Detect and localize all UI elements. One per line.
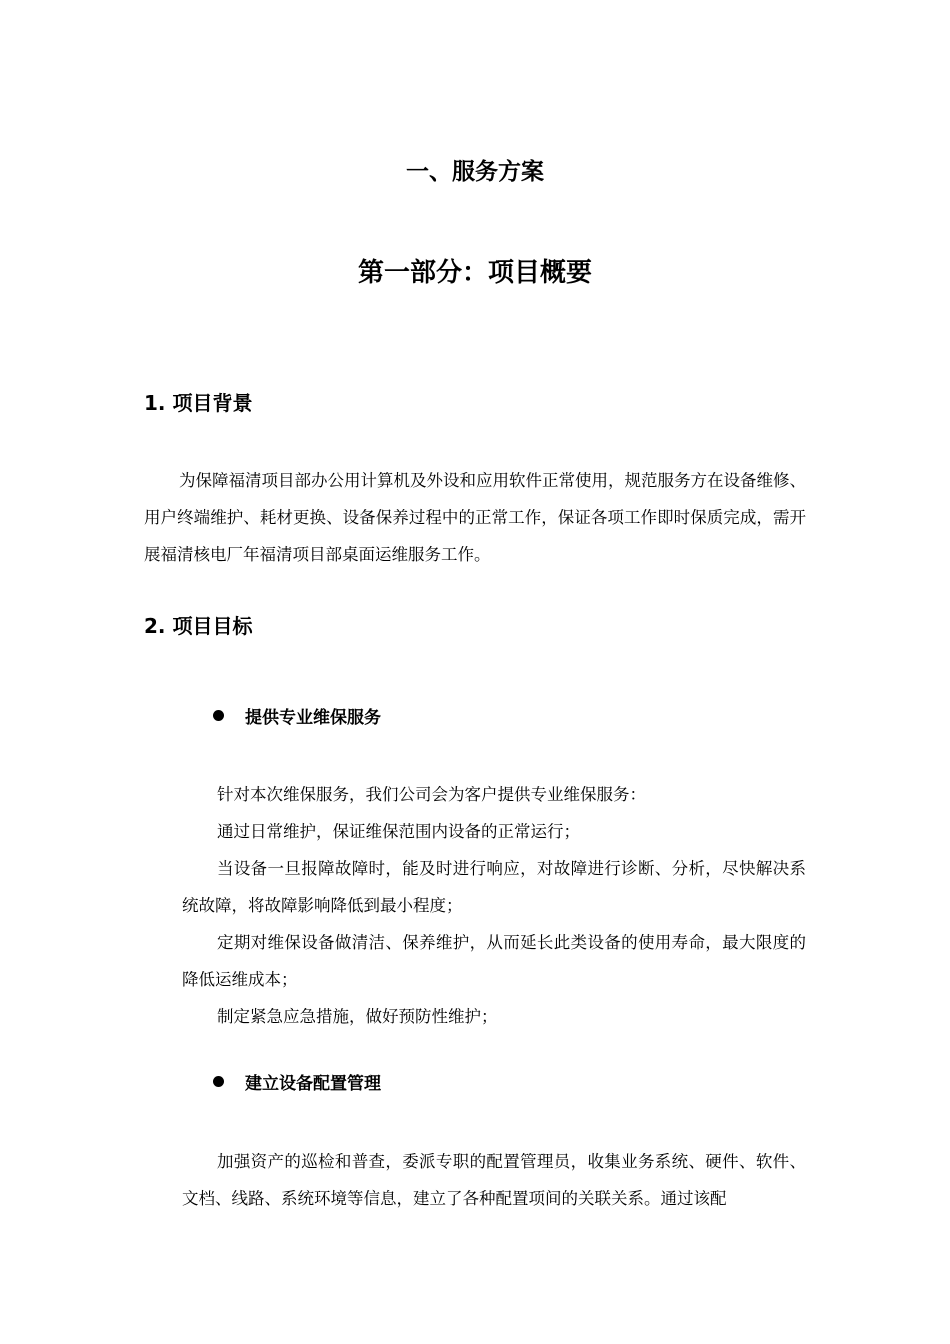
config-paragraph: 加强资产的巡检和普查，委派专职的配置管理员，收集业务系统、硬件、软件、文档、线路、系统环境等信息，建立了各种配置项间的关联关系。通过该配: [182, 1152, 806, 1208]
section-heading-goals: 2. 项目目标: [144, 614, 253, 638]
bullet-heading-maintenance: [213, 705, 381, 731]
bullet-label: 建立设备配置管理: [245, 1074, 381, 1094]
bullet-dot-icon: [213, 1076, 224, 1087]
maintenance-line: 针对本次维保服务，我们公司会为客户提供专业维保服务：: [217, 785, 646, 804]
maintenance-line: 制定紧急应急措施，做好预防性维护；: [217, 1007, 498, 1026]
section-heading-background: 1. 项目背景: [144, 391, 253, 415]
maintenance-line: 定期对维保设备做清洁、保养维护，从而延长此类设备的使用寿命，最大限度的降低运维成本；: [182, 933, 806, 989]
part-title: 第一部分：项目概要: [357, 258, 592, 288]
maintenance-line: 通过日常维护，保证维保范围内设备的正常运行；: [217, 822, 580, 841]
background-paragraph: 为保障福清项目部办公用计算机及外设和应用软件正常使用，规范服务方在设备维修、用户终端维护、耗材更换、设备保养过程中的正常工作，保证各项工作即时保质完成，需开展福清核电厂年福清项目部桌面运维服务工作。: [144, 471, 806, 564]
main-title: 一、服务方案: [406, 159, 544, 185]
bullet-heading-config: [213, 1071, 381, 1097]
bullet-label: 提供专业维保服务: [245, 708, 381, 728]
maintenance-line: 当设备一旦报障故障时，能及时进行响应，对故障进行诊断、分析，尽快解决系统故障，将故障影响降低到最小程度；: [182, 859, 806, 915]
bullet-dot-icon: [213, 710, 224, 721]
maintenance-list: [182, 776, 806, 1035]
